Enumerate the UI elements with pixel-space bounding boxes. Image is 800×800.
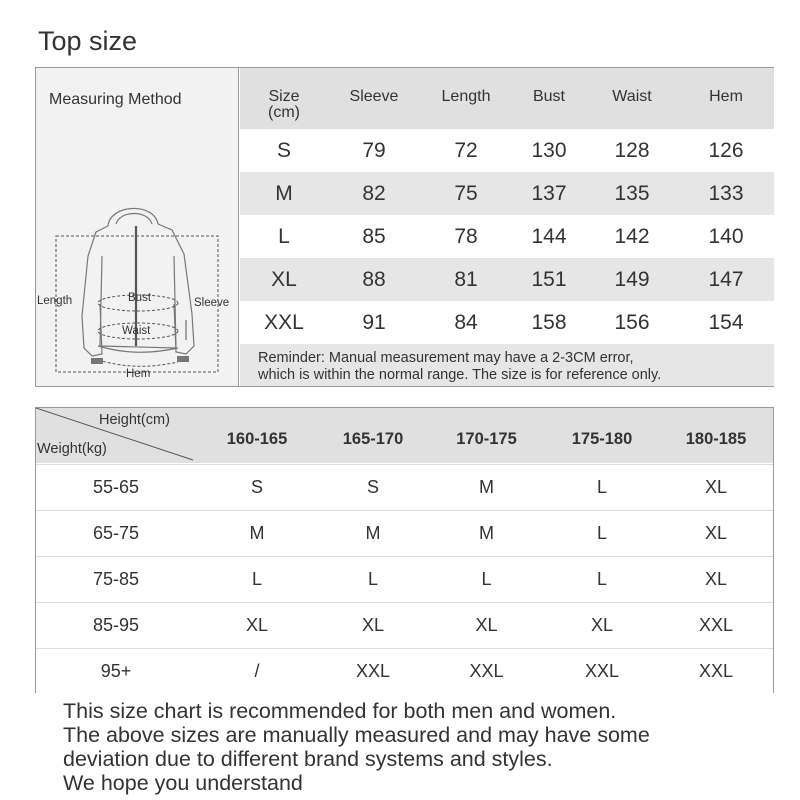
measure-cell: 88: [362, 267, 386, 291]
size-row: [240, 301, 774, 344]
size-cell: M: [275, 181, 293, 205]
sleeve-label: Sleeve: [194, 297, 230, 309]
recommended-size-cell: XL: [361, 615, 385, 635]
measuring-method-panel: [36, 68, 239, 386]
corner-height-label: Height(cm): [99, 412, 170, 428]
header-hem: Hem: [709, 88, 743, 105]
reminder-line-1: Reminder: Manual measurement may have a 2-3CM error,: [258, 350, 634, 366]
measure-cell: 144: [531, 224, 567, 248]
note-line-2: The above sizes are manually measured and may have some: [63, 723, 650, 747]
recommendation-row: [36, 464, 773, 510]
recommended-size-cell: XXL: [469, 661, 504, 681]
recommendation-row: [36, 556, 773, 602]
measure-cell: 156: [614, 310, 650, 334]
page-title: Top size: [38, 26, 138, 56]
measure-cell: 147: [708, 267, 744, 291]
header-height: 180-185: [685, 430, 747, 448]
recommendation-row: [36, 510, 773, 556]
header-size: [240, 68, 328, 121]
measure-cell: 85: [362, 224, 386, 248]
recommended-size-cell: M: [479, 523, 494, 543]
measure-cell: 79: [362, 138, 386, 162]
size-cell: XL: [271, 267, 297, 291]
recommended-size-cell: M: [249, 523, 265, 543]
header-size-text: Size: [268, 88, 300, 105]
measure-cell: 82: [362, 181, 386, 205]
header-height: 170-175: [456, 430, 517, 448]
recommended-size-cell: XL: [245, 615, 269, 635]
recommended-size-cell: L: [596, 477, 607, 497]
measure-cell: 151: [531, 267, 567, 291]
measure-cell: 135: [614, 181, 650, 205]
measure-cell: 142: [614, 224, 650, 248]
top-size-panel: [35, 67, 774, 387]
measure-cell: 91: [362, 310, 386, 334]
weight-cell: 55-65: [92, 477, 140, 497]
measure-cell: 130: [531, 138, 567, 162]
length-label: Length: [37, 295, 73, 307]
size-cell: L: [278, 224, 290, 248]
waist-label: Waist: [122, 325, 151, 337]
header-bust: Bust: [532, 88, 565, 105]
size-table: [240, 68, 774, 344]
measure-cell: 128: [614, 138, 650, 162]
size-row: [240, 258, 774, 301]
recommended-size-cell: XXL: [584, 661, 620, 681]
recommended-size-cell: XL: [704, 477, 728, 497]
recommended-size-cell: XL: [704, 569, 728, 589]
recommended-size-cell: L: [596, 523, 607, 543]
size-cell: XXL: [264, 310, 304, 334]
reminder-line-2: which is within the normal range. The size is for reference only.: [258, 367, 662, 383]
corner-cell: [36, 408, 196, 463]
recommended-size-cell: /: [254, 661, 260, 681]
weight-cell: 65-75: [92, 523, 140, 543]
hem-label: Hem: [126, 368, 151, 380]
measure-cell: 133: [708, 181, 744, 205]
size-row: [240, 172, 774, 215]
recommended-size-cell: M: [479, 477, 494, 497]
measure-cell: 72: [454, 138, 478, 162]
size-table-header: [240, 68, 774, 129]
corner-weight-label: Weight(kg): [37, 441, 107, 457]
measure-cell: 81: [454, 267, 478, 291]
recommended-size-cell: L: [251, 569, 262, 589]
size-table-body: [240, 129, 774, 344]
recommended-size-cell: XXL: [698, 661, 734, 681]
notes: [63, 699, 783, 795]
measure-cell: 154: [708, 310, 744, 334]
recommendation-row: [36, 648, 773, 694]
header-size-unit: (cm): [268, 104, 300, 121]
recommended-size-cell: S: [250, 477, 263, 497]
header-height: 165-170: [342, 430, 404, 448]
size-row: [240, 215, 774, 258]
reminder-note: [240, 344, 774, 386]
measure-cell: 126: [708, 138, 744, 162]
recommendation-row: [36, 602, 773, 648]
note-line-4: We hope you understand: [63, 771, 303, 795]
measure-cell: 75: [454, 181, 478, 205]
measure-cell: 137: [531, 181, 567, 205]
weight-cell: 75-85: [92, 569, 140, 589]
measure-cell: 158: [531, 310, 567, 334]
recommended-size-cell: L: [596, 569, 607, 589]
measure-cell: 149: [614, 267, 650, 291]
measure-cell: 84: [454, 310, 478, 334]
header-height: 175-180: [571, 430, 633, 448]
recommended-size-cell: XXL: [698, 615, 734, 635]
recommended-size-cell: L: [367, 569, 378, 589]
size-row: [240, 129, 774, 172]
size-recommendation-table: [35, 407, 774, 693]
size-cell: S: [276, 138, 291, 162]
header-waist: Waist: [612, 88, 652, 105]
jacket-diagram-icon: [36, 196, 239, 386]
header-height: 160-165: [226, 430, 288, 448]
recommended-size-cell: L: [481, 569, 492, 589]
recommended-size-cell: XXL: [355, 661, 391, 681]
header-sleeve: Sleeve: [349, 88, 399, 105]
measure-cell: 140: [708, 224, 744, 248]
weight-cell: 85-95: [92, 615, 140, 635]
recommended-size-cell: XL: [704, 523, 728, 543]
recommended-size-cell: M: [365, 523, 381, 543]
measure-cell: 78: [454, 224, 478, 248]
recommended-size-cell: XL: [475, 615, 498, 635]
note-line-1: This size chart is recommended for both men and women.: [63, 699, 617, 723]
recommended-size-cell: XL: [590, 615, 614, 635]
recommended-size-cell: S: [366, 477, 379, 497]
measuring-method-title: Measuring Method: [49, 91, 182, 108]
note-line-3: deviation due to different brand systems and styles.: [63, 747, 553, 771]
header-length: Length: [441, 88, 491, 105]
weight-cell: 95+: [100, 661, 132, 681]
bust-label: Bust: [128, 292, 152, 304]
